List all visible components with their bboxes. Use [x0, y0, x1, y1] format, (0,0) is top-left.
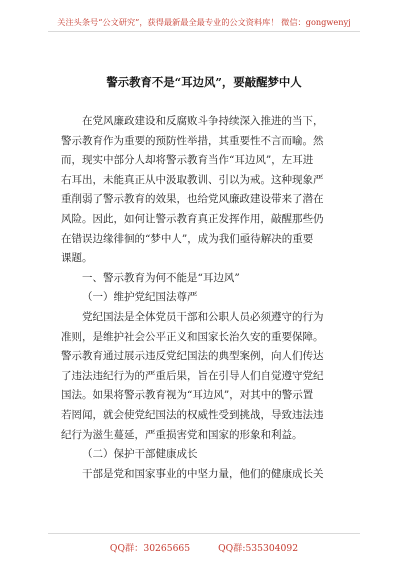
subsection-1-heading: （一）维护党纪国法尊严 [82, 291, 198, 304]
sub1-line: 了违法违纪行为的严重后果，旨在引导人们自觉遵守党纪 [61, 369, 324, 382]
footer-qq-group-2: QQ群:535304092 [218, 543, 299, 554]
sub1-line: 警示教育通过展示违反党纪国法的典型案例，向人们传达 [61, 350, 324, 363]
intro-line: 而，现实中部分人却将警示教育当作“耳边风”，左耳进 [61, 154, 314, 167]
header-banner: 关注头条号“公文研究”，获得最新最全最专业的公文资料库！ 微信：gongwenyj [57, 17, 351, 27]
subsection-1-paragraph [61, 308, 349, 445]
subsection-2-heading: （二）保护干部健康成长 [82, 448, 198, 461]
intro-line: 右耳出，未能真正从中汲取教训、引以为戒。这种现象严 [61, 173, 324, 186]
intro-line: 警示教育作为重要的预防性举措，其重要性不言而喻。然 [61, 134, 324, 147]
subsection-2-paragraph [61, 465, 349, 485]
sub1-line: 若罔闻，就会使党纪国法的权威性受到挑战，导致违法违 [61, 408, 324, 421]
document-title: 警示教育不是“耳边风”，要敲醒梦中人 [106, 75, 302, 89]
footer-rule [48, 533, 360, 534]
sub1-line: 纪行为滋生蔓延，严重损害党和国家的形象和利益。 [61, 428, 303, 441]
intro-paragraph [61, 112, 349, 269]
intro-line: 在党风廉政建设和反腐败斗争持续深入推进的当下， [82, 115, 324, 127]
sub1-line: 准则，是维护社会公平正义和国家长治久安的重要保障。 [61, 330, 324, 343]
header-rule [48, 31, 360, 32]
footer [0, 540, 408, 554]
sub1-line: 党纪国法是全体党员干部和公职人员必须遵守的行为 [82, 310, 324, 323]
intro-line: 在错误边缘徘徊的“梦中人”，成为我们亟待解决的重要 [61, 232, 314, 245]
intro-line: 风险。因此，如何让警示教育真正发挥作用，敲醒那些仍 [61, 212, 324, 225]
document-body [61, 112, 349, 484]
subsection-heading [61, 288, 349, 308]
intro-line: 课题。 [61, 252, 93, 265]
intro-line: 重削弱了警示教育的效果，也给党风廉政建设带来了潜在 [61, 193, 324, 206]
sub1-line: 国法。如果将警示教育视为“耳边风”，对其中的警示置 [61, 389, 314, 402]
footer-qq-group-1: QQ群：30265665 [109, 543, 191, 554]
section-1-heading: 一、警示教育为何不能是“耳边风” [82, 271, 240, 284]
section-heading [61, 269, 349, 289]
sub2-line: 干部是党和国家事业的中坚力量，他们的健康成长关 [82, 467, 324, 480]
subsection-heading [61, 445, 349, 465]
